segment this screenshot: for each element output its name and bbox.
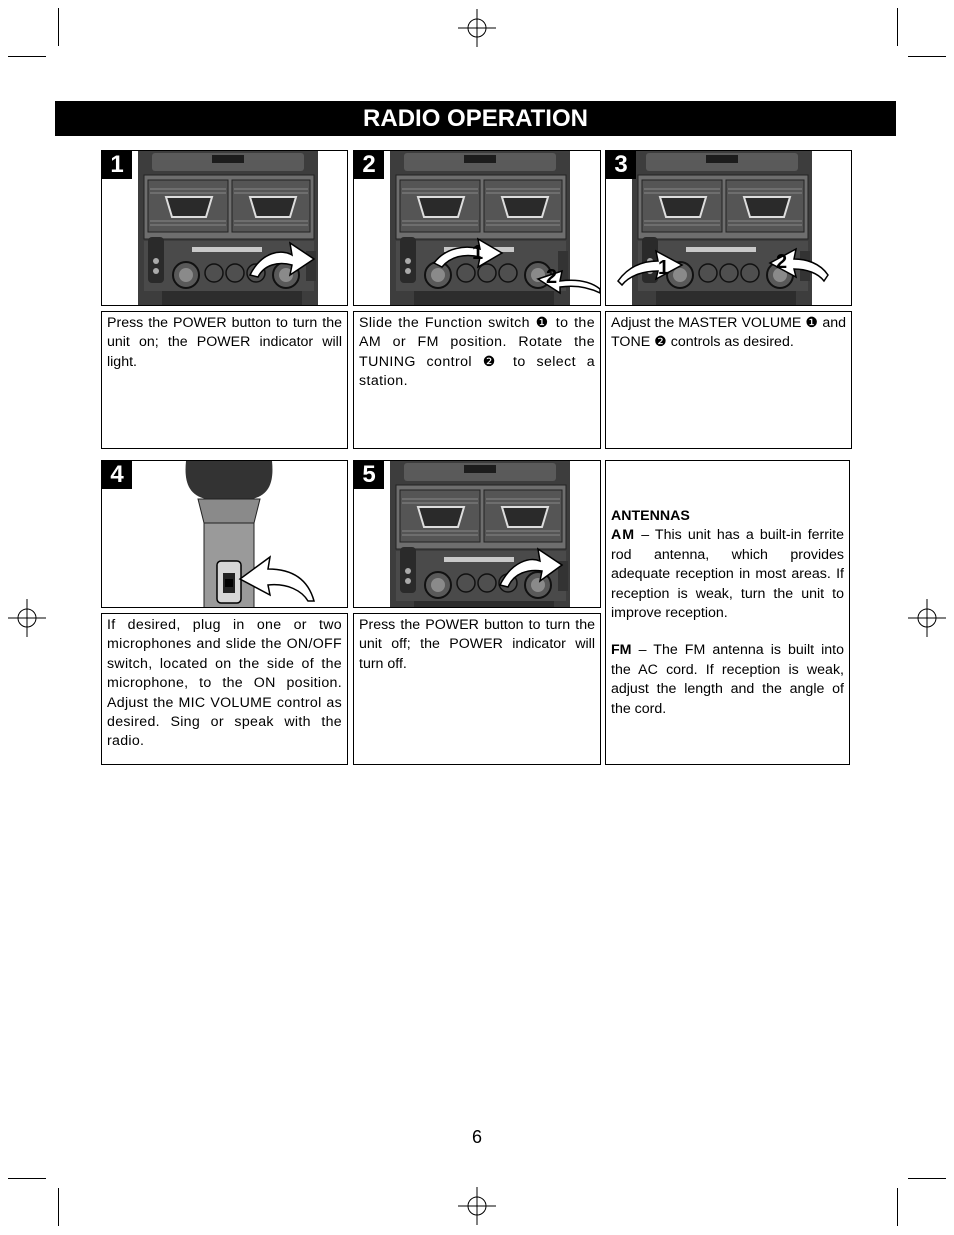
crop-mark <box>58 8 59 46</box>
am-label: AM <box>611 527 636 544</box>
callout-2: 2 <box>776 251 788 273</box>
crop-mark <box>908 1178 946 1179</box>
am-text: – This unit has a built-in ferrite rod antenna, which provides adequate reception in most areas. If reception is weak, turn the unit to improve reception. <box>611 527 844 622</box>
step-4-text: If desired, plug in one or two microphones and slide the ON/OFF switch, located on the side of the microphone, to the ON position. Adjust the MIC VOLUME control as desired. Sing or speak with the radio. <box>101 613 348 765</box>
callout-2: 2 <box>546 266 558 288</box>
step-3-text: Adjust the MASTER VOLUME ❶ and TONE ❷ controls as desired. <box>605 311 852 449</box>
step-4-illustration <box>101 460 348 608</box>
crop-mark <box>897 1188 898 1226</box>
step-1-text: Press the POWER button to turn the unit on; the POWER indicator will light. <box>101 311 348 449</box>
callout-1: 1 <box>472 242 484 264</box>
boombox-function-illustration <box>354 151 601 306</box>
antennas-section <box>605 460 850 765</box>
page-number: 6 <box>471 1127 482 1147</box>
step-number: 3 <box>606 151 636 179</box>
registration-mark-icon <box>458 1187 496 1225</box>
registration-mark-icon <box>458 9 496 47</box>
step-number: 5 <box>354 461 384 489</box>
boombox-volume-illustration <box>606 151 852 306</box>
page-title: RADIO OPERATION <box>55 101 896 136</box>
fm-label: FM <box>611 642 632 659</box>
boombox-power-illustration <box>102 151 348 306</box>
step-number: 2 <box>354 151 384 179</box>
step-number: 4 <box>102 461 132 489</box>
antennas-heading: ANTENNAS <box>611 508 690 524</box>
boombox-power-off-illustration <box>354 461 601 608</box>
fm-paragraph <box>611 641 844 719</box>
crop-mark <box>908 56 946 57</box>
step-5-text: Press the POWER button to turn the unit off; the POWER indicator will turn off. <box>353 613 601 765</box>
step-2-text: Slide the Function switch ❶ to the AM or FM position. Rotate the TUNING control ❷ to select a station. <box>353 311 601 449</box>
crop-mark <box>8 56 46 57</box>
microphone-illustration <box>102 461 348 608</box>
crop-mark <box>8 1178 46 1179</box>
callout-1: 1 <box>658 257 670 279</box>
step-number: 1 <box>102 151 132 179</box>
registration-mark-icon <box>8 599 46 637</box>
crop-mark <box>58 1188 59 1226</box>
am-paragraph <box>611 526 844 623</box>
step-3-illustration <box>605 150 852 306</box>
step-1-illustration <box>101 150 348 306</box>
crop-mark <box>897 8 898 46</box>
registration-mark-icon <box>908 599 946 637</box>
step-5-illustration <box>353 460 601 608</box>
fm-text: – The FM antenna is built into the AC cord. If reception is weak, adjust the length and the angle of the cord. <box>611 642 844 717</box>
step-2-illustration <box>353 150 601 306</box>
